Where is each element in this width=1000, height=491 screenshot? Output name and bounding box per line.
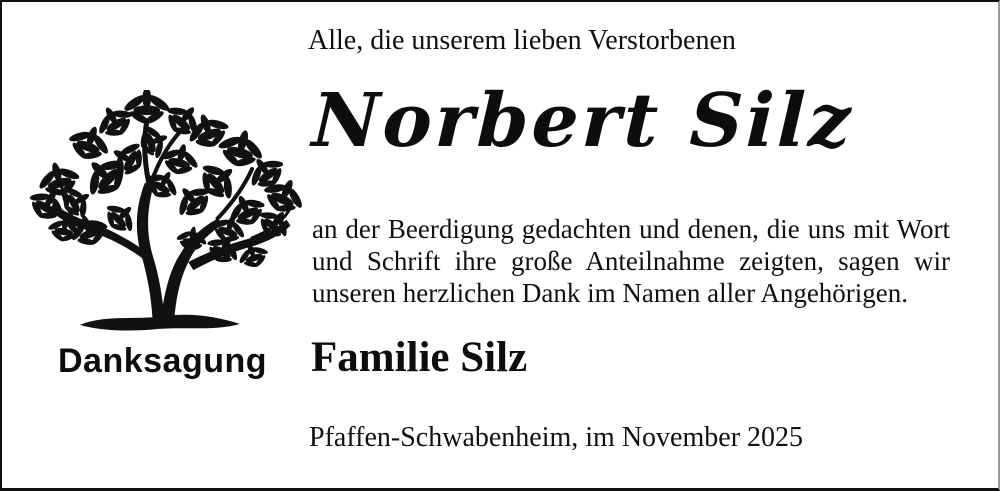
memorial-tree-icon	[28, 90, 304, 338]
category-label: Danksagung	[58, 342, 268, 380]
place-date-line: Pfaffen-Schwabenheim, im November 2025	[309, 422, 804, 453]
body-text: an der Beerdigung gedachten und denen, die uns mit Wort und Schrift ihre große Anteilnahme zeigten, sagen wir unseren herzlichen Dank im Namen aller Angehörigen.	[312, 214, 950, 308]
intro-line: Alle, die unserem lieben Verstorbenen	[308, 25, 736, 56]
signature: Familie Silz	[311, 334, 528, 381]
deceased-name: Norbert Silz	[310, 78, 855, 164]
